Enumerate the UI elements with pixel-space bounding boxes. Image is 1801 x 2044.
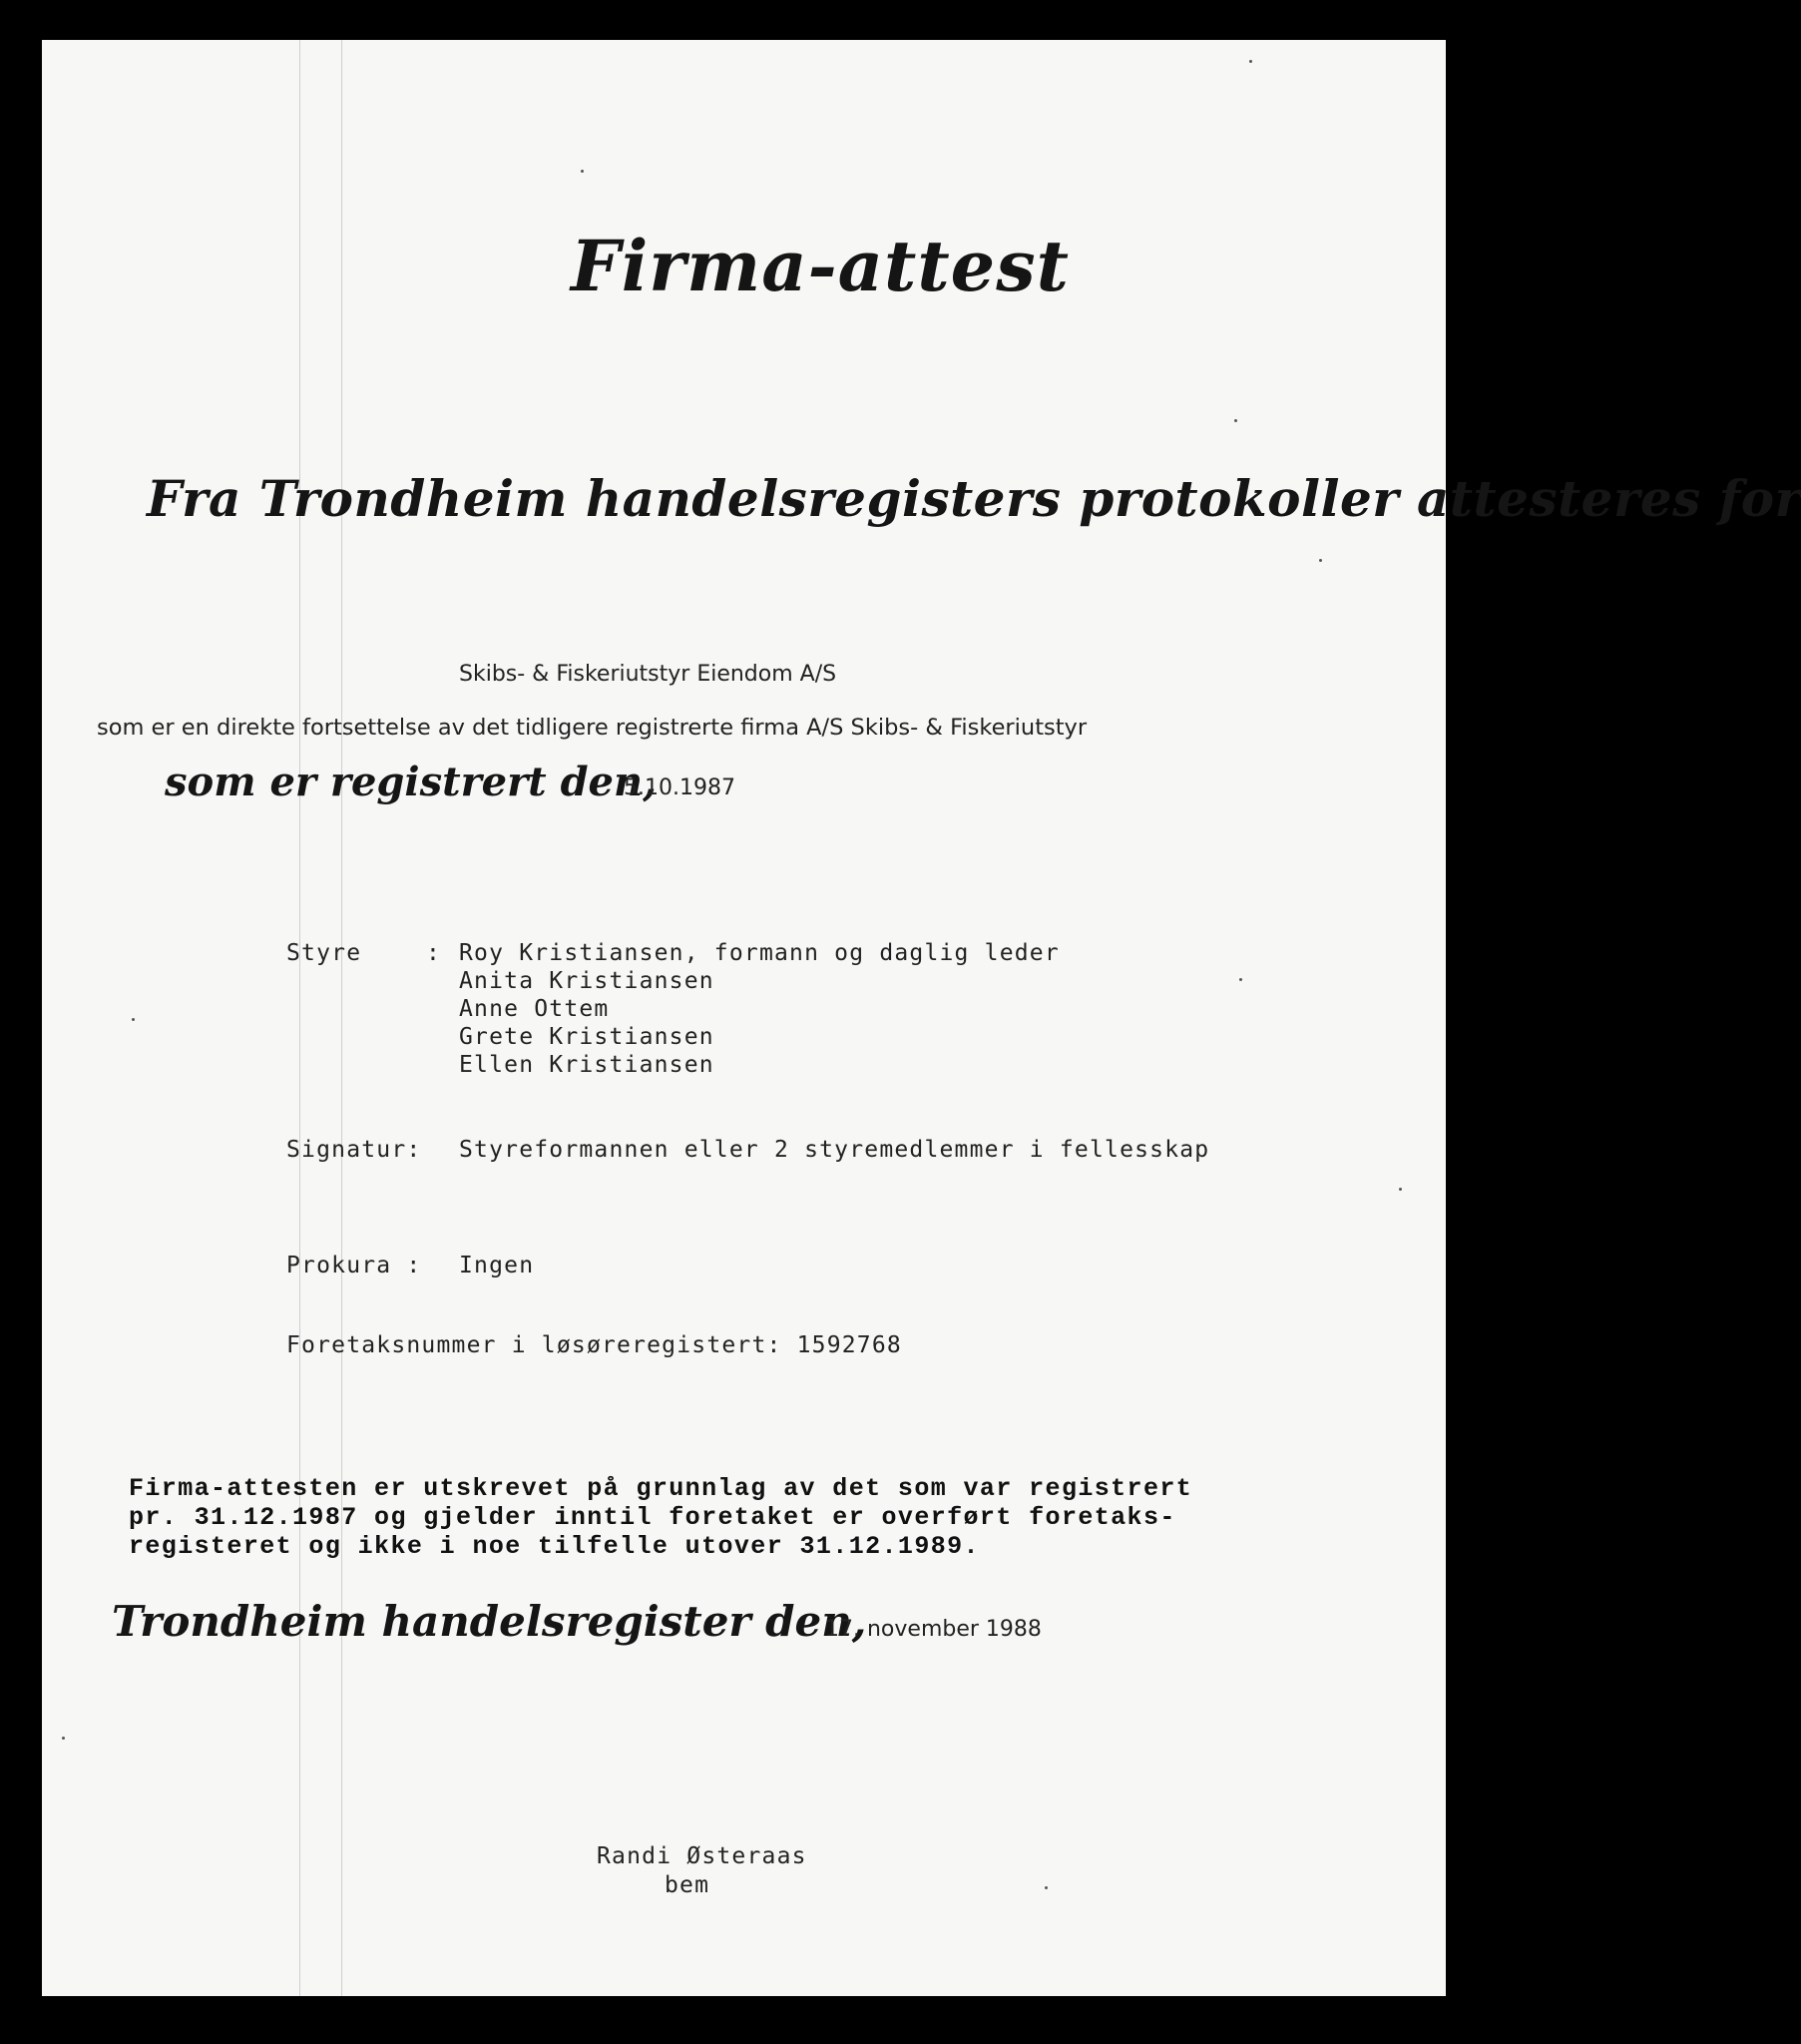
speck <box>1234 419 1237 422</box>
board-label: Styre <box>286 940 362 966</box>
speck <box>1045 1886 1048 1889</box>
notice-line: registeret og ikke i noe tilfelle utover 31.12.1989. <box>129 1532 980 1561</box>
fold-line <box>299 40 300 1996</box>
enterprise-number: Foretaksnummer i løsøreregistert: 1592768 <box>286 1332 902 1358</box>
closing-label: Trondheim handelsregister den, <box>112 1597 867 1646</box>
procuration-value: Ingen <box>459 1253 535 1278</box>
certificate-page <box>42 40 1801 1996</box>
board-member: Anne Ottem <box>459 996 610 1022</box>
closing-date: 17. november 1988 <box>825 1617 1042 1642</box>
signer-title: bem <box>665 1872 710 1898</box>
speck <box>62 1737 65 1740</box>
board-member: Anita Kristiansen <box>459 968 714 994</box>
board-member: Roy Kristiansen, formann og daglig leder <box>459 940 1060 966</box>
speck <box>581 170 584 173</box>
signature-value: Styreformannen eller 2 styremedlemmer i fellesskap <box>459 1137 1210 1163</box>
speck <box>1319 559 1322 562</box>
board-separator: : <box>426 940 442 966</box>
speck <box>1399 1188 1402 1191</box>
speck <box>132 1018 135 1021</box>
continuation-text: som er en direkte fortsettelse av det tidligere registrerte firma A/S Skibs- & Fiskeriutstyr <box>97 715 1088 741</box>
signer-name: Randi Østeraas <box>597 1843 807 1869</box>
notice-line: pr. 31.12.1987 og gjelder inntil foretaket er overført foretaks- <box>129 1503 1176 1532</box>
fold-line <box>341 40 342 1996</box>
notice-line: Firma-attesten er utskrevet på grunnlag av det som var registrert <box>129 1474 1193 1503</box>
registered-label: som er registrert den, <box>165 759 658 805</box>
procuration-label: Prokura : <box>286 1253 422 1278</box>
speck <box>1249 60 1252 63</box>
board-member: Ellen Kristiansen <box>459 1052 714 1078</box>
board-member: Grete Kristiansen <box>459 1024 714 1050</box>
document-title: Firma-attest <box>571 225 1070 307</box>
speck <box>1239 978 1242 981</box>
company-name: Skibs- & Fiskeriutstyr Eiendom A/S <box>459 662 837 687</box>
registered-date: 5.10.1987 <box>624 775 735 800</box>
intro-heading: Fra Trondheim handelsregisters protokoller attesteres for <box>147 469 1801 528</box>
signature-label: Signatur: <box>286 1137 422 1163</box>
